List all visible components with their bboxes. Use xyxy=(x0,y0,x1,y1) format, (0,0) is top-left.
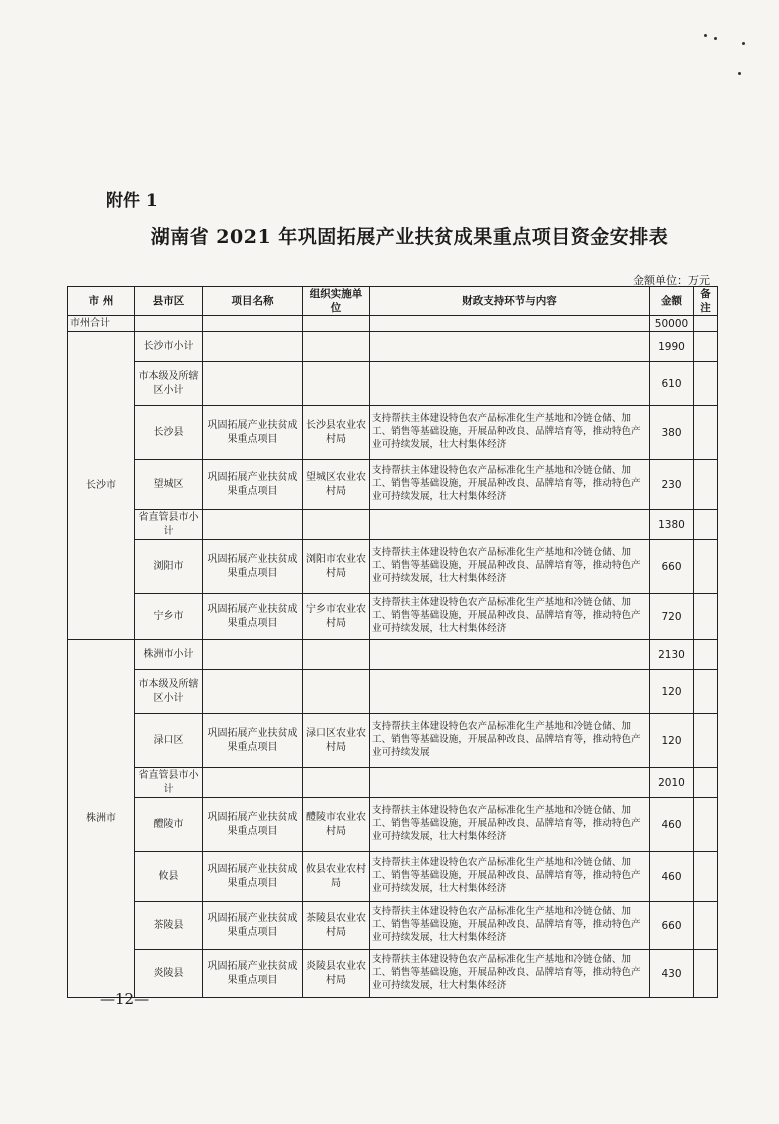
implementing-unit-cell: 望城区农业农村局 xyxy=(303,460,370,510)
support-content-cell xyxy=(370,510,650,540)
project-name-cell: 巩固拓展产业扶贫成果重点项目 xyxy=(203,798,303,852)
remark-cell xyxy=(694,406,718,460)
county-cell: 市本级及所辖区小计 xyxy=(135,362,203,406)
table-row xyxy=(68,362,718,406)
implementing-unit-cell: 长沙县农业农村局 xyxy=(303,406,370,460)
implementing-unit-cell xyxy=(303,640,370,670)
table-row xyxy=(68,540,718,594)
remark-cell xyxy=(694,540,718,594)
county-cell: 浏阳市 xyxy=(135,540,203,594)
support-content-cell: 支持帮扶主体建设特色农产品标准化生产基地和冷链仓储、加工、销售等基础设施，开展品种改良、品牌培育等，推动特色产业可持续发展，壮大村集体经济 xyxy=(370,406,650,460)
table-row xyxy=(68,798,718,852)
col-header-unit: 组织实施单位 xyxy=(303,287,370,316)
table-row xyxy=(68,950,718,998)
support-content-cell xyxy=(370,332,650,362)
city-name-cell: 株洲市 xyxy=(68,640,135,998)
remark-cell xyxy=(694,670,718,714)
document-title: 湖南省 2021 年巩固拓展产业扶贫成果重点项目资金安排表 xyxy=(150,226,669,248)
amount-cell: 2010 xyxy=(650,768,694,798)
table-row xyxy=(68,670,718,714)
project-name-cell xyxy=(203,640,303,670)
table-row xyxy=(68,406,718,460)
table-row xyxy=(68,714,718,768)
implementing-unit-cell xyxy=(303,670,370,714)
table-row xyxy=(68,640,718,670)
amount-cell: 720 xyxy=(650,594,694,640)
funding-table xyxy=(67,286,718,998)
implementing-unit-cell: 茶陵县农业农村局 xyxy=(303,902,370,950)
col-header-county: 县市区 xyxy=(135,287,203,316)
implementing-unit-cell: 渌口区农业农村局 xyxy=(303,714,370,768)
remark-cell xyxy=(694,510,718,540)
remark-cell xyxy=(694,362,718,406)
amount-cell: 120 xyxy=(650,714,694,768)
support-content-cell xyxy=(370,640,650,670)
amount-unit-note: 金额单位：万元 xyxy=(633,274,710,287)
amount-cell: 380 xyxy=(650,406,694,460)
support-content-cell: 支持帮扶主体建设特色农产品标准化生产基地和冷链仓储、加工、销售等基础设施，开展品种改良、品牌培育等，推动特色产业可持续发展，壮大村集体经济 xyxy=(370,950,650,998)
table-row xyxy=(68,768,718,798)
county-cell: 长沙市小计 xyxy=(135,332,203,362)
scan-specks xyxy=(700,32,760,82)
table-header-row xyxy=(68,287,718,316)
county-cell: 株洲市小计 xyxy=(135,640,203,670)
support-content-cell: 支持帮扶主体建设特色农产品标准化生产基地和冷链仓储、加工、销售等基础设施，开展品种改良、品牌培育等，推动特色产业可持续发展 xyxy=(370,714,650,768)
remark-cell xyxy=(694,798,718,852)
amount-cell: 660 xyxy=(650,902,694,950)
project-name-cell: 巩固拓展产业扶贫成果重点项目 xyxy=(203,852,303,902)
county-cell: 望城区 xyxy=(135,460,203,510)
project-name-cell: 巩固拓展产业扶贫成果重点项目 xyxy=(203,406,303,460)
support-content-cell: 支持帮扶主体建设特色农产品标准化生产基地和冷链仓储、加工、销售等基础设施，开展品种改良、品牌培育等，推动特色产业可持续发展，壮大村集体经济 xyxy=(370,540,650,594)
project-name-cell: 巩固拓展产业扶贫成果重点项目 xyxy=(203,594,303,640)
amount-cell: 120 xyxy=(650,670,694,714)
project-name-cell xyxy=(203,362,303,406)
col-header-project: 项目名称 xyxy=(203,287,303,316)
total-row xyxy=(68,316,718,332)
county-cell: 醴陵市 xyxy=(135,798,203,852)
amount-cell: 610 xyxy=(650,362,694,406)
implementing-unit-cell: 攸县农业农村局 xyxy=(303,852,370,902)
amount-cell: 1380 xyxy=(650,510,694,540)
project-name-cell xyxy=(203,510,303,540)
implementing-unit-cell: 浏阳市农业农村局 xyxy=(303,540,370,594)
support-content-cell: 支持帮扶主体建设特色农产品标准化生产基地和冷链仓储、加工、销售等基础设施，开展品种改良、品牌培育等，推动特色产业可持续发展，壮大村集体经济 xyxy=(370,902,650,950)
county-cell: 长沙县 xyxy=(135,406,203,460)
county-cell: 茶陵县 xyxy=(135,902,203,950)
remark-cell xyxy=(694,332,718,362)
amount-cell: 230 xyxy=(650,460,694,510)
support-content-cell xyxy=(370,670,650,714)
implementing-unit-cell: 醴陵市农业农村局 xyxy=(303,798,370,852)
implementing-unit-cell xyxy=(303,768,370,798)
table-row xyxy=(68,902,718,950)
project-name-cell xyxy=(203,670,303,714)
amount-cell: 1990 xyxy=(650,332,694,362)
amount-cell: 460 xyxy=(650,852,694,902)
county-cell: 攸县 xyxy=(135,852,203,902)
amount-cell: 430 xyxy=(650,950,694,998)
remark-cell xyxy=(694,594,718,640)
implementing-unit-cell xyxy=(303,332,370,362)
table-row xyxy=(68,460,718,510)
total-label: 市州合计 xyxy=(68,316,135,332)
total-amount: 50000 xyxy=(650,316,694,332)
table-row xyxy=(68,594,718,640)
project-name-cell: 巩固拓展产业扶贫成果重点项目 xyxy=(203,460,303,510)
project-name-cell: 巩固拓展产业扶贫成果重点项目 xyxy=(203,540,303,594)
table-row xyxy=(68,332,718,362)
amount-cell: 2130 xyxy=(650,640,694,670)
implementing-unit-cell xyxy=(303,510,370,540)
attachment-label: 附件 1 xyxy=(106,191,158,211)
table-row xyxy=(68,852,718,902)
remark-cell xyxy=(694,640,718,670)
county-cell: 宁乡市 xyxy=(135,594,203,640)
col-header-remark: 备注 xyxy=(694,287,718,316)
remark-cell xyxy=(694,460,718,510)
county-cell: 省直管县市小计 xyxy=(135,510,203,540)
page-number: —12— xyxy=(100,990,150,1008)
support-content-cell: 支持帮扶主体建设特色农产品标准化生产基地和冷链仓储、加工、销售等基础设施，开展品种改良、品牌培育等，推动特色产业可持续发展，壮大村集体经济 xyxy=(370,460,650,510)
county-cell: 市本级及所辖区小计 xyxy=(135,670,203,714)
support-content-cell: 支持帮扶主体建设特色农产品标准化生产基地和冷链仓储、加工、销售等基础设施，开展品种改良、品牌培育等，推动特色产业可持续发展，壮大村集体经济 xyxy=(370,798,650,852)
implementing-unit-cell: 宁乡市农业农村局 xyxy=(303,594,370,640)
remark-cell xyxy=(694,852,718,902)
project-name-cell: 巩固拓展产业扶贫成果重点项目 xyxy=(203,714,303,768)
project-name-cell: 巩固拓展产业扶贫成果重点项目 xyxy=(203,902,303,950)
col-header-amount: 金额 xyxy=(650,287,694,316)
amount-cell: 660 xyxy=(650,540,694,594)
support-content-cell: 支持帮扶主体建设特色农产品标准化生产基地和冷链仓储、加工、销售等基础设施，开展品种改良、品牌培育等，推动特色产业可持续发展，壮大村集体经济 xyxy=(370,852,650,902)
project-name-cell: 巩固拓展产业扶贫成果重点项目 xyxy=(203,950,303,998)
remark-cell xyxy=(694,714,718,768)
support-content-cell xyxy=(370,768,650,798)
col-header-content: 财政支持环节与内容 xyxy=(370,287,650,316)
remark-cell xyxy=(694,768,718,798)
project-name-cell xyxy=(203,768,303,798)
implementing-unit-cell xyxy=(303,362,370,406)
implementing-unit-cell: 炎陵县农业农村局 xyxy=(303,950,370,998)
county-cell: 渌口区 xyxy=(135,714,203,768)
remark-cell xyxy=(694,950,718,998)
amount-cell: 460 xyxy=(650,798,694,852)
col-header-city: 市 州 xyxy=(68,287,135,316)
remark-cell xyxy=(694,902,718,950)
table-row xyxy=(68,510,718,540)
project-name-cell xyxy=(203,332,303,362)
county-cell: 省直管县市小计 xyxy=(135,768,203,798)
support-content-cell xyxy=(370,362,650,406)
city-name-cell: 长沙市 xyxy=(68,332,135,640)
county-cell: 炎陵县 xyxy=(135,950,203,998)
support-content-cell: 支持帮扶主体建设特色农产品标准化生产基地和冷链仓储、加工、销售等基础设施，开展品种改良、品牌培育等，推动特色产业可持续发展，壮大村集体经济 xyxy=(370,594,650,640)
